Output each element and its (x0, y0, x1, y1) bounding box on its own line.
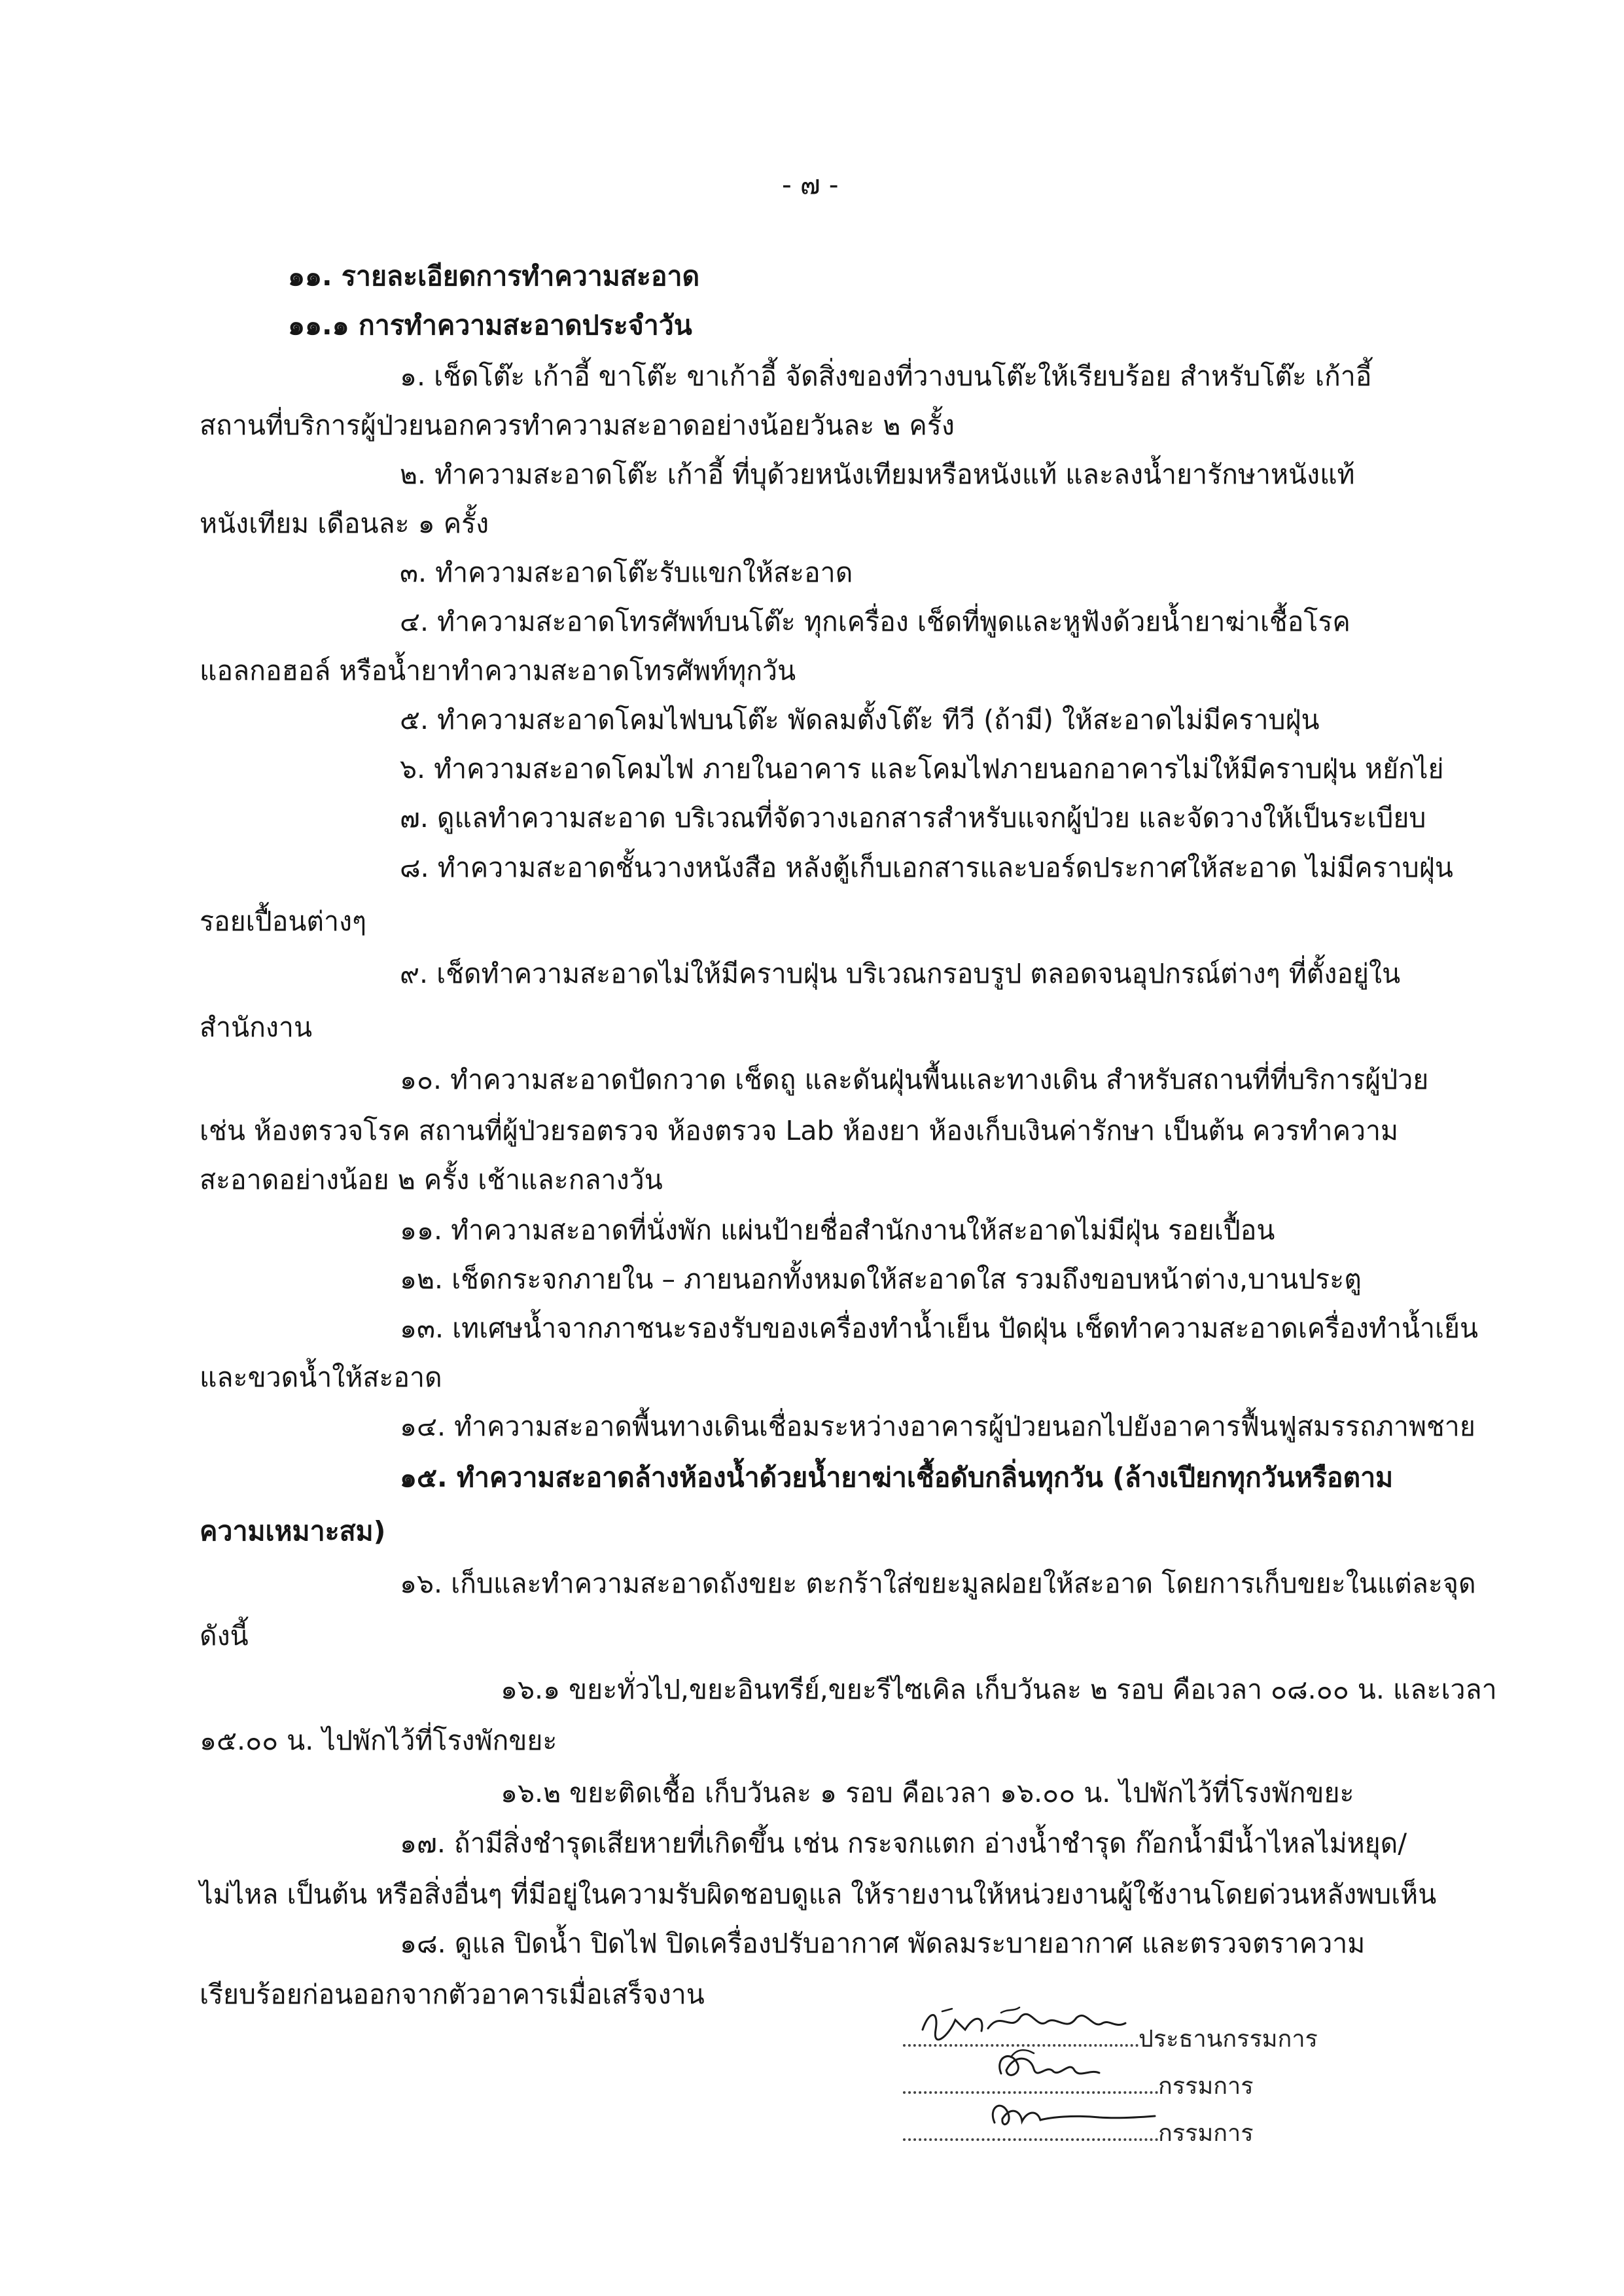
item-8-line-2: รอยเปื้อนต่างๆ (200, 906, 367, 937)
signature-title-member-1: กรรมการ (1158, 2073, 1254, 2100)
item-10-line-3: สะอาดอย่างน้อย ๒ ครั้ง เช้าและกลางวัน (200, 1164, 663, 1195)
signature-title-member-2: กรรมการ (1158, 2120, 1254, 2147)
item-12: ๑๒. เช็ดกระจกภายใน – ภายนอกทั้งหมดให้สะอาดใส รวมถึงขอบหน้าต่าง,บานประตู (400, 1263, 1362, 1295)
item-15-line-1: ๑๕. ทำความสะอาดล้างห้องน้ำด้วยน้ำยาฆ่าเชื้อดับกลิ่นทุกวัน (ล้างเปียกทุกวันหรือตาม (400, 1462, 1394, 1493)
handwritten-signature-chairman (903, 2004, 1139, 2043)
item-6: ๖. ทำความสะอาดโคมไฟ ภายในอาคาร และโคมไฟภายนอกอาคารไม่ให้มีคราบฝุ่น หยักไย่ (400, 753, 1444, 785)
signature-dotted-line (903, 2119, 1158, 2141)
item-16-2: ๑๖.๒ ขยะติดเชื้อ เก็บวันละ ๑ รอบ คือเวลา ๑๖.๐๐ น. ไปพักไว้ที่โรงพักขยะ (501, 1777, 1354, 1809)
item-13-line-1: ๑๓. เทเศษน้ำจากภาชนะรองรับของเครื่องทำน้ำเย็น ปัดฝุ่น เช็ดทำความสะอาดเครื่องทำน้ำเย็น (400, 1313, 1479, 1344)
item-2-line-2: หนังเทียม เดือนละ ๑ ครั้ง (200, 508, 489, 539)
item-5: ๕. ทำความสะอาดโคมไฟบนโต๊ะ พัดลมตั้งโต๊ะ ทีวี (ถ้ามี) ให้สะอาดไม่มีคราบฝุ่น (400, 704, 1320, 735)
item-3: ๓. ทำความสะอาดโต๊ะรับแขกให้สะอาด (400, 557, 853, 588)
item-16-line-1: ๑๖. เก็บและทำความสะอาดถังขยะ ตะกร้าใส่ขยะมูลฝอยให้สะอาด โดยการเก็บขยะในแต่ละจุด (400, 1568, 1476, 1599)
subsection-heading: ๑๑.๑ การทำความสะอาดประจำวัน (288, 309, 692, 341)
item-18-line-1: ๑๘. ดูแล ปิดน้ำ ปิดไฟ ปิดเครื่องปรับอากาศ พัดลมระบายอากาศ และตรวจตราความ (400, 1928, 1366, 1959)
item-9-line-1: ๙. เช็ดทำความสะอาดไม่ให้มีคราบฝุ่น บริเวณกรอบรูป ตลอดจนอุปกรณ์ต่างๆ ที่ตั้งอยู่ใน (400, 958, 1401, 989)
signature-dotted-line (903, 2024, 1139, 2047)
section-heading: ๑๑. รายละเอียดการทำความสะอาด (288, 260, 700, 292)
item-15-line-2: ความเหมาะสม) (200, 1515, 386, 1547)
signature-title-chairman: ประธานกรรมการ (1139, 2026, 1318, 2053)
handwritten-signature-member-2 (903, 2091, 1158, 2137)
item-2-line-1: ๒. ทำความสะอาดโต๊ะ เก้าอี้ ที่บุด้วยหนังเทียมหรือหนังแท้ และลงน้ำยารักษาหนังแท้ (400, 459, 1355, 490)
signature-line-member-2 (903, 2117, 1254, 2150)
item-13-line-2: และขวดน้ำให้สะอาด (200, 1362, 442, 1393)
item-14: ๑๔. ทำความสะอาดพื้นทางเดินเชื่อมระหว่างอาคารผู้ป่วยนอกไปยังอาคารฟื้นฟูสมรรถภาพชาย (400, 1411, 1475, 1442)
item-18-line-2: เรียบร้อยก่อนออกจากตัวอาคารเมื่อเสร็จงาน (200, 1979, 705, 2010)
item-11: ๑๑. ทำความสะอาดที่นั่งพัก แผ่นป้ายชื่อสำนักงานให้สะอาดไม่มีฝุ่น รอยเปื้อน (400, 1214, 1275, 1246)
item-9-line-2: สำนักงาน (200, 1012, 312, 1043)
item-1-line-1: ๑. เช็ดโต๊ะ เก้าอี้ ขาโต๊ะ ขาเก้าอี้ จัดสิ่งของที่วางบนโต๊ะให้เรียบร้อย สำหรับโต๊ะ เก้าอี้ (400, 361, 1372, 392)
item-4-line-2: แอลกอฮอล์ หรือน้ำยาทำความสะอาดโทรศัพท์ทุกวัน (200, 655, 796, 686)
page-number: - ๗ - (782, 169, 839, 200)
item-10-line-2: เช่น ห้องตรวจโรค สถานที่ผู้ป่วยรอตรวจ ห้องตรวจ Lab ห้องยา ห้องเก็บเงินค่ารักษา เป็นต้น ควรทำความ (200, 1115, 1399, 1146)
item-16-1-line-2: ๑๕.๐๐ น. ไปพักไว้ที่โรงพักขยะ (200, 1725, 557, 1756)
item-7: ๗. ดูแลทำความสะอาด บริเวณที่จัดวางเอกสารสำหรับแจกผู้ป่วย และจัดวางให้เป็นระเบียบ (400, 802, 1426, 834)
item-4-line-1: ๔. ทำความสะอาดโทรศัพท์บนโต๊ะ ทุกเครื่อง เช็ดที่พูดและหูฟังด้วยน้ำยาฆ่าเชื้อโรค (400, 606, 1350, 637)
item-16-1-line-1: ๑๖.๑ ขยะทั่วไป,ขยะอินทรีย์,ขยะรีไซเคิล เก็บวันละ ๒ รอบ คือเวลา ๐๘.๐๐ น. และเวลา (501, 1674, 1497, 1705)
item-8-line-1: ๘. ทำความสะอาดชั้นวางหนังสือ หลังตู้เก็บเอกสารและบอร์ดประกาศให้สะอาด ไม่มีคราบฝุ่น (400, 852, 1453, 883)
item-17-line-1: ๑๗. ถ้ามีสิ่งชำรุดเสียหายที่เกิดขึ้น เช่น กระจกแตก อ่างน้ำชำรุด ก๊อกน้ำมีน้ำไหลไม่หยุด/ (400, 1828, 1407, 1859)
item-16-line-2: ดังนี้ (200, 1620, 249, 1651)
signature-dotted-line (903, 2072, 1158, 2094)
handwritten-signature-member-1 (903, 2044, 1158, 2090)
item-1-line-2: สถานที่บริการผู้ป่วยนอกควรทำความสะอาดอย่างน้อยวันละ ๒ ครั้ง (200, 410, 955, 441)
item-10-line-1: ๑๐. ทำความสะอาดปัดกวาด เช็ดถู และดันฝุ่นพื้นและทางเดิน สำหรับสถานที่ที่บริการผู้ป่วย (400, 1064, 1429, 1095)
item-17-line-2: ไม่ไหล เป็นต้น หรือสิ่งอื่นๆ ที่มีอยู่ในความรับผิดชอบดูแล ให้รายงานให้หน่วยงานผู้ใช้งานโดยด่วนหลังพบเห็น (200, 1879, 1437, 1910)
